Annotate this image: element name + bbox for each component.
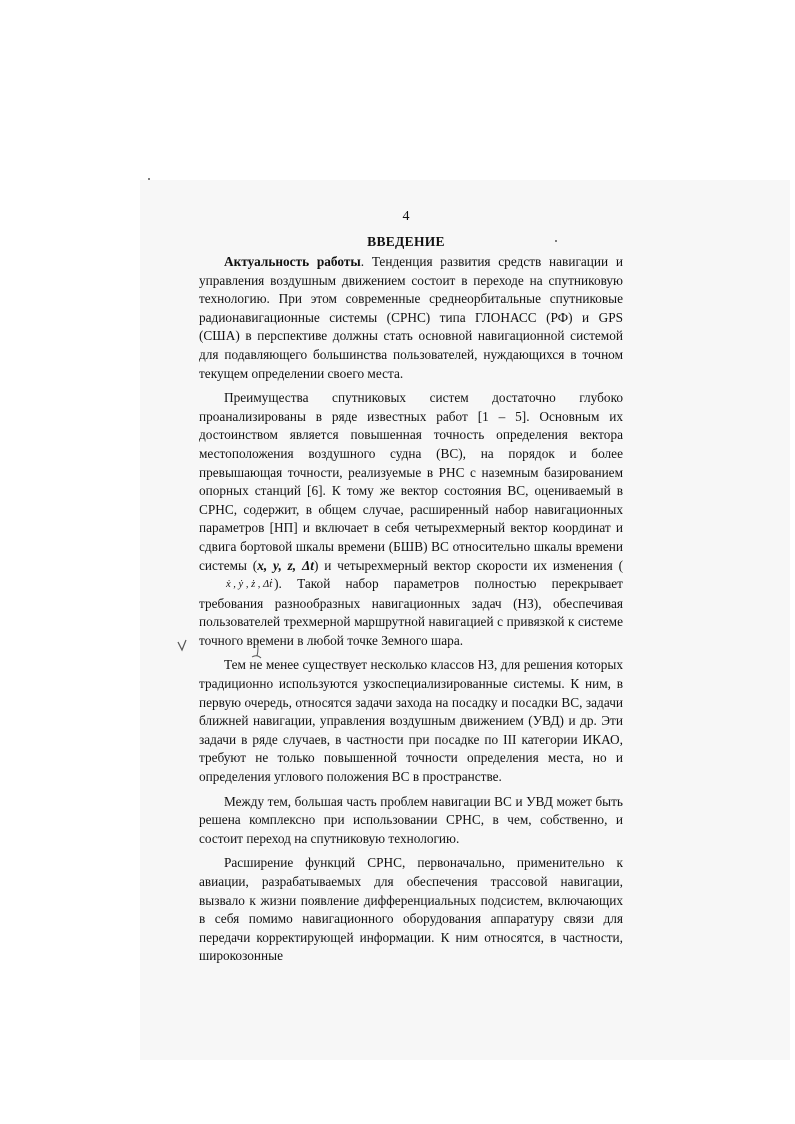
paragraph-meanwhile: Между тем, большая часть проблем навигации ВС и УВД может быть решена комплексно при использовании СРНС, в чем, собственно, и состоит переход на спутниковую технологию.: [199, 793, 623, 846]
page-number: 4: [402, 209, 410, 224]
state-vector: x, y, z, Δt: [257, 557, 314, 573]
advantages-text-c: ). Такой набор параметров полностью перекрывает требования разнообразных навигационных задач (НЗ), обеспечивая пользователей трехмерной маршрутной навигацией с привязкой к системе точного времени в любой точке Земного шара.: [199, 576, 623, 648]
speck: [555, 240, 557, 242]
speck: [148, 178, 150, 180]
advantages-text-a: Преимущества спутниковых систем достаточно глубоко проанализированы в ряде известных работ [1 – 5]. Основным их достоинством является повышенная точность определения вектора местоположения воздушного судна (ВС), на порядок и более превышающая точности, реализуемые в РНС с наземным базированием опорных станций [6]. К тому же вектор состояния ВС, оцениваемый в СРНС, содержит, в общем случае, расширенный набор навигационных параметров [НП] и включает в себя четырехмерный вектор координат и сдвига бортовой шкалы времени (БШВ) ВС относительно шкалы времени системы (: [199, 390, 623, 573]
advantages-text-b: ) и четырехмерный вектор скорости их изменения (: [313, 557, 624, 573]
paragraph-classes: Тем не менее существует несколько классов НЗ, для решения которых традиционно используются узкоспециализированные системы. К ним, в первую очередь, относятся задачи захода на посадку и посадки ВС, задачи ближней навигации, управления воздушным движением (УВД) и др. Эти задачи в ряде случаев, в частности при посадке по III категории ИКАО, требуют не только повышенной точности определения места, но и определения углового положения ВС в пространстве.: [199, 657, 623, 785]
relevance-lead: Актуальность работы: [224, 254, 361, 269]
relevance-text: . Тенденция развития средств навигации и управления воздушным движением состоит в переходе на спутниковую технологию. При этом современные среднеорбитальные спутниковые радионавигационные системы (СРНС) типа ГЛОНАСС (РФ) и GPS (США) в перспективе должны стать основной навигационной системой для подавляющего большинства пользователей, нуждающихся в точном текущем определении своего места.: [199, 254, 623, 381]
rate-vector: ẋ , ẏ , ż , Δṫ: [226, 579, 273, 591]
paragraph-extension: Расширение функций СРНС, первоначально, применительно к авиации, разрабатываемых для обеспечения трассовой навигации, вызвало к жизни появление дифференциальных подсистем, включающих в себя помимо навигационного оборудования аппаратуру связи для передачи корректирующей информации. К ним относятся, в частности, широкозонные: [199, 855, 623, 964]
section-heading: ВВЕДЕНИЕ: [367, 234, 445, 249]
